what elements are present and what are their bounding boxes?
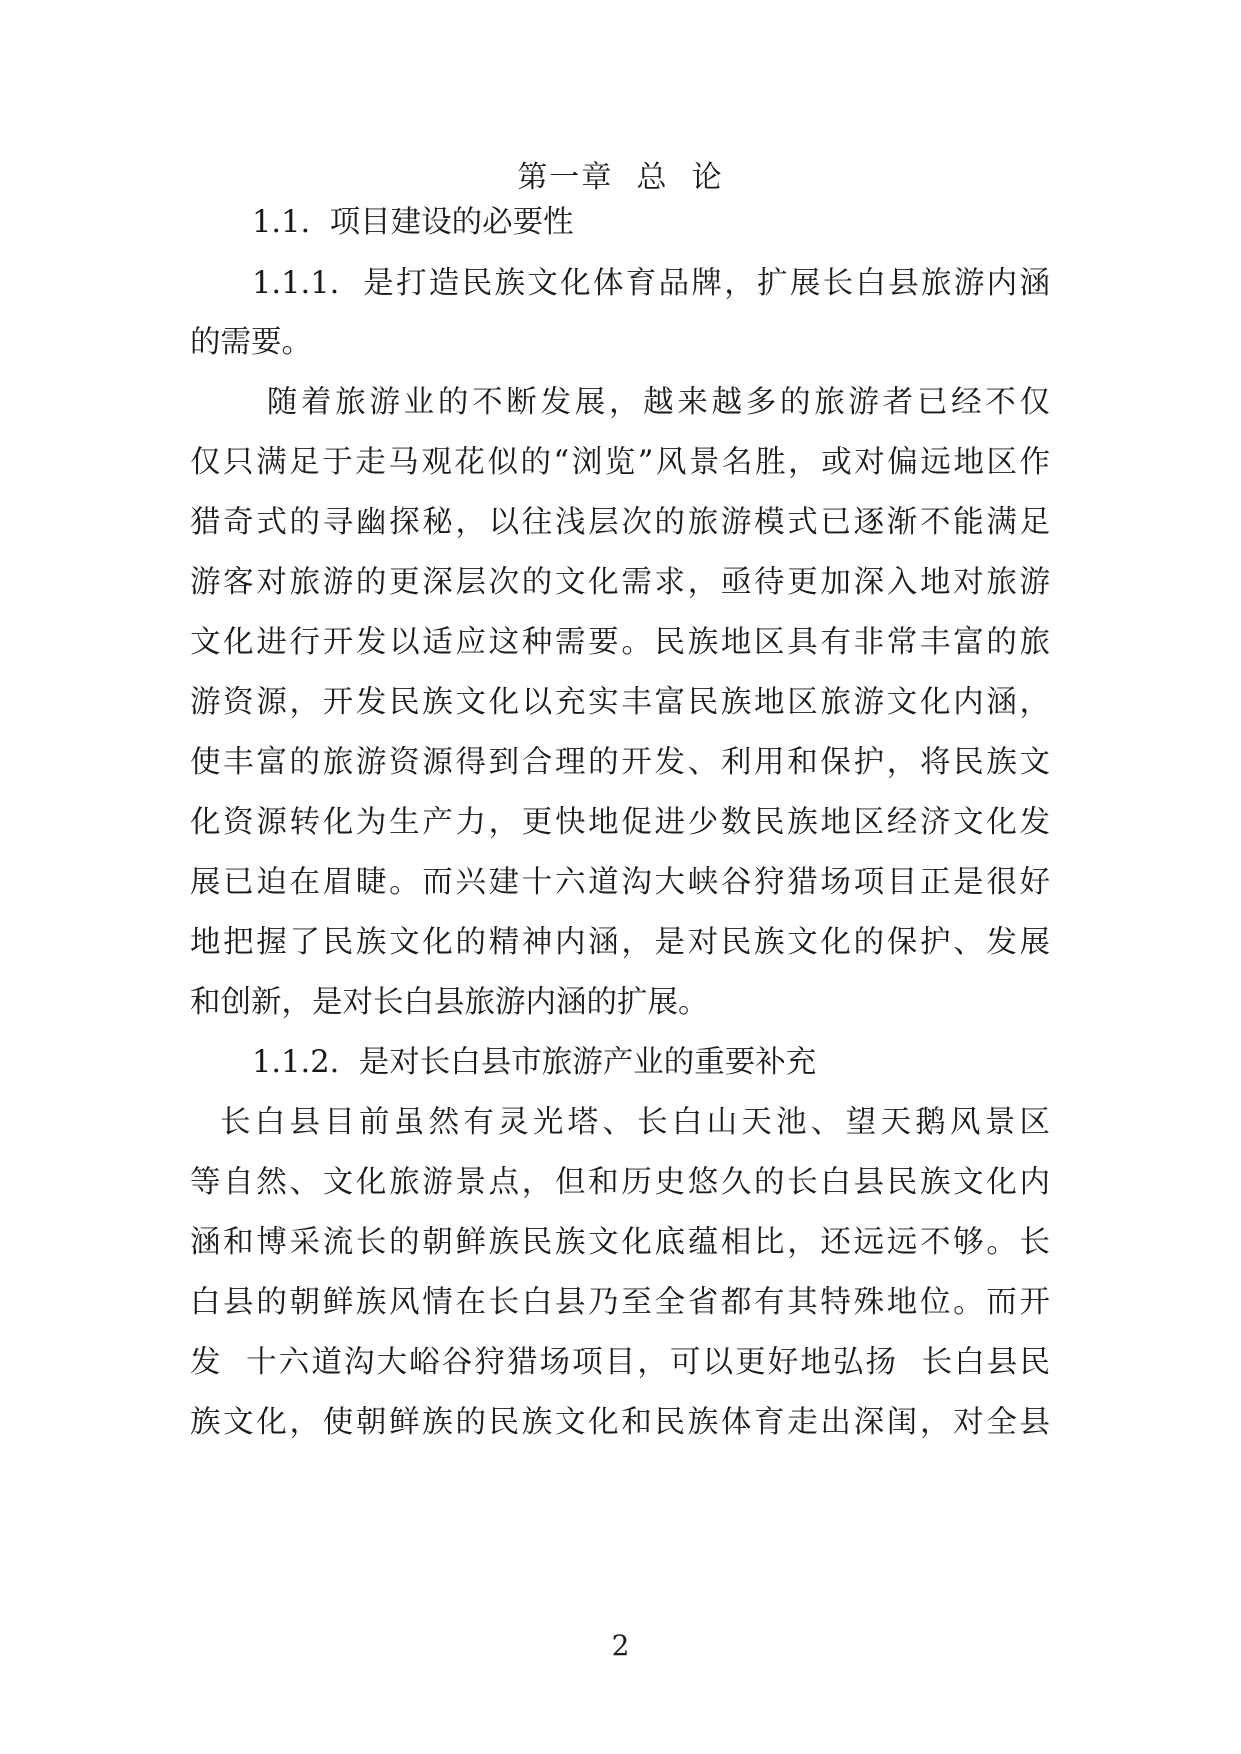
section-heading-1-1: 1.1. 项目建设的必要性 — [252, 205, 574, 240]
paragraph-line: 长白县目前虽然有灵光塔、长白山天池、望天鹅风景区 — [220, 1105, 1050, 1140]
paragraph-line: 游客对旅游的更深层次的文化需求，亟待更加深入地对旅游 — [190, 565, 1050, 600]
paragraph-line: 地把握了民族文化的精神内涵，是对民族文化的保护、发展 — [190, 925, 1050, 960]
paragraph-line: 随着旅游业的不断发展，越来越多的旅游者已经不仅 — [240, 385, 1050, 420]
paragraph-line: 化资源转化为生产力，更快地促进少数民族地区经济文化发 — [190, 805, 1050, 840]
paragraph-line: 使丰富的旅游资源得到合理的开发、利用和保护，将民族文 — [190, 745, 1050, 780]
paragraph-line: 等自然、文化旅游景点，但和历史悠久的长白县民族文化内 — [190, 1165, 1050, 1200]
paragraph-line: 白县的朝鲜族风情在长白县乃至全省都有其特殊地位。而开 — [190, 1285, 1050, 1320]
chapter-title: 第一章 总 论 — [517, 160, 724, 195]
paragraph-line: 文化进行开发以适应这种需要。民族地区具有非常丰富的旅 — [190, 625, 1050, 660]
section-heading-1-1-1-continued: 的需要。 — [190, 325, 312, 360]
paragraph-line: 猎奇式的寻幽探秘，以往浅层次的旅游模式已逐渐不能满足 — [190, 505, 1050, 540]
section-heading-1-1-2: 1.1.2. 是对长白县市旅游产业的重要补充 — [252, 1045, 817, 1080]
paragraph-line: 发 十六道沟大峪谷狩猎场项目，可以更好地弘扬 长白县民 — [190, 1345, 1050, 1380]
section-heading-1-1-1: 1.1.1. 是打造民族文化体育品牌，扩展长白县旅游内涵 — [252, 266, 1050, 301]
paragraph-line: 涵和博采流长的朝鲜族民族文化底蕴相比，还远远不够。长 — [190, 1225, 1050, 1260]
paragraph-line: 和创新，是对长白县旅游内涵的扩展。 — [190, 985, 709, 1020]
page-number: 2 — [611, 1629, 630, 1662]
paragraph-line: 族文化，使朝鲜族的民族文化和民族体育走出深闺，对全县 — [190, 1405, 1050, 1440]
paragraph-line: 展已迫在眉睫。而兴建十六道沟大峡谷狩猎场项目正是很好 — [190, 865, 1050, 900]
paragraph-line: 仅只满足于走马观花似的“浏览”风景名胜，或对偏远地区作 — [190, 445, 1050, 480]
paragraph-line: 游资源，开发民族文化以充实丰富民族地区旅游文化内涵， — [190, 685, 1050, 720]
